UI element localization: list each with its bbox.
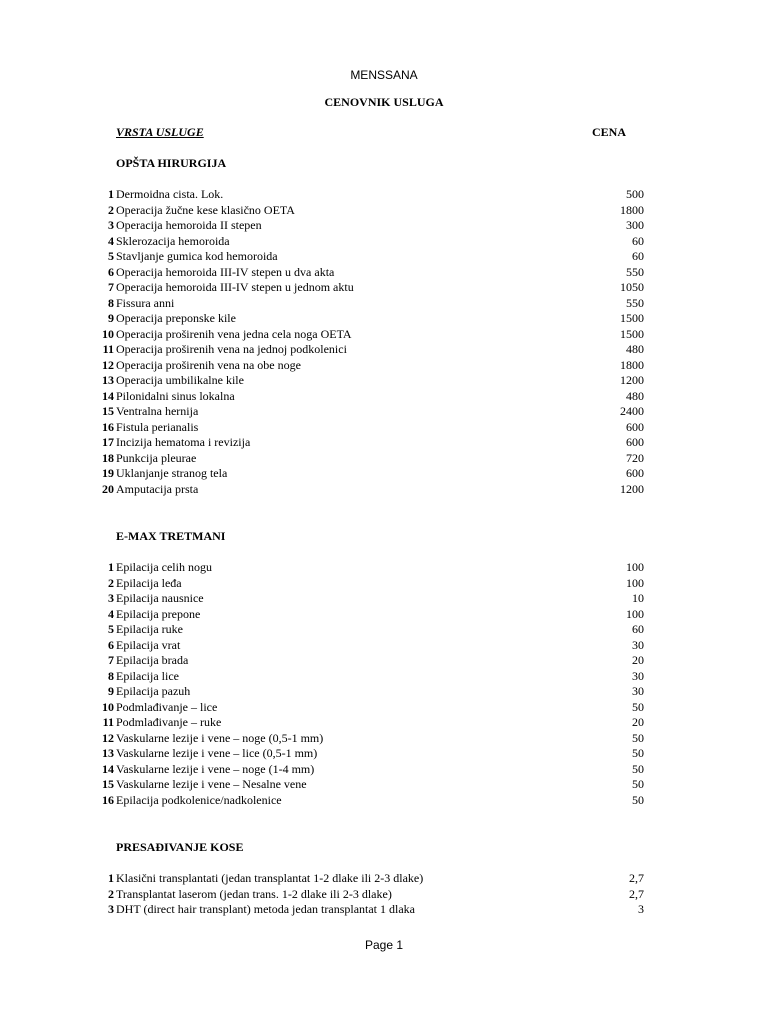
service-price: 50 — [632, 699, 644, 714]
row-number: 8 — [108, 668, 114, 683]
row-number: 12 — [102, 357, 114, 372]
service-price: 1800 — [620, 202, 644, 217]
service-price: 50 — [632, 761, 644, 776]
table-row — [0, 700, 768, 716]
service-description: DHT (direct hair transplant) metoda jedan transplantat 1 dlaka — [116, 902, 416, 916]
service-description: Amputacija prsta — [116, 481, 199, 496]
row-number: 8 — [108, 295, 114, 310]
row-number: 7 — [108, 280, 114, 294]
table-row — [0, 389, 768, 405]
table-row — [0, 296, 768, 312]
table-row — [0, 902, 768, 918]
section-title: OPŠTA HIRURGIJA — [116, 156, 227, 170]
table-row — [0, 591, 768, 607]
row-number: 16 — [102, 419, 114, 434]
service-price: 100 — [626, 560, 644, 574]
table-row — [0, 887, 768, 903]
row-number: 13 — [102, 746, 114, 760]
service-price: 60 — [632, 233, 644, 248]
table-row — [0, 669, 768, 685]
service-description: Operacija proširenih vena na jednoj podkolenici — [116, 342, 347, 356]
service-description: Epilacija podkolenice/nadkolenice — [116, 792, 282, 807]
row-number: 10 — [102, 699, 114, 714]
service-description: Incizija hematoma i revizija — [116, 435, 251, 449]
table-row — [0, 420, 768, 436]
table-row — [0, 280, 768, 296]
service-description: Vaskularne lezije i vene – lice (0,5-1 mm) — [116, 746, 318, 760]
service-price: 50 — [632, 730, 644, 745]
row-number: 6 — [108, 637, 114, 652]
page-title: CENOVNIK USLUGA — [324, 95, 444, 109]
table-row — [0, 451, 768, 467]
row-number: 17 — [102, 435, 114, 449]
service-description: Klasični transplantati (jedan transplantat 1-2 dlake ili 2-3 dlake) — [116, 871, 424, 885]
table-row — [0, 871, 768, 887]
table-row — [0, 342, 768, 358]
row-number: 2 — [108, 886, 114, 901]
row-number: 20 — [102, 481, 114, 496]
row-number: 11 — [102, 715, 114, 729]
service-description: Epilacija lice — [116, 668, 179, 683]
row-number: 14 — [102, 388, 114, 403]
service-description: Transplantat laserom (jedan trans. 1-2 dlake ili 2-3 dlake) — [116, 886, 392, 901]
service-description: Pilonidalni sinus lokalna — [116, 388, 235, 403]
service-price: 550 — [626, 295, 644, 310]
price-list — [0, 871, 768, 918]
service-price: 100 — [626, 575, 644, 590]
service-price: 600 — [626, 466, 644, 480]
service-description: Operacija hemoroida III-IV stepen u jednom aktu — [116, 280, 354, 294]
price-list — [0, 560, 768, 808]
table-row — [0, 327, 768, 343]
table-row — [0, 358, 768, 374]
service-price: 20 — [632, 715, 644, 729]
row-number: 7 — [108, 653, 114, 667]
row-number: 16 — [102, 792, 114, 807]
service-price: 50 — [632, 792, 644, 807]
service-price: 3 — [638, 902, 644, 916]
table-row — [0, 218, 768, 234]
service-description: Epilacija nausnice — [116, 591, 204, 605]
service-description: Vaskularne lezije i vene – Nesalne vene — [116, 777, 307, 791]
table-row — [0, 653, 768, 669]
row-number: 6 — [108, 264, 114, 279]
service-price: 480 — [626, 388, 644, 403]
service-price: 1200 — [620, 373, 644, 387]
row-number: 5 — [108, 622, 114, 636]
row-number: 15 — [102, 777, 114, 791]
document-header: MENSSANA — [350, 68, 418, 82]
section-title: PRESAĐIVANJE KOSE — [116, 840, 244, 854]
table-row — [0, 715, 768, 731]
table-row — [0, 203, 768, 219]
section-title: E-MAX TRETMANI — [116, 529, 226, 543]
row-number: 10 — [102, 326, 114, 341]
row-number: 3 — [108, 591, 114, 605]
service-price: 1200 — [620, 481, 644, 496]
service-description: Uklanjanje stranog tela — [116, 466, 228, 480]
table-row — [0, 622, 768, 638]
service-description: Operacija umbilikalne kile — [116, 373, 244, 387]
table-row — [0, 777, 768, 793]
service-description: Epilacija vrat — [116, 637, 181, 652]
service-description: Ventralna hernija — [116, 404, 199, 418]
service-price: 2,7 — [629, 871, 644, 885]
service-description: Fistula perianalis — [116, 419, 199, 434]
table-row — [0, 435, 768, 451]
row-number: 2 — [108, 575, 114, 590]
row-number: 5 — [108, 249, 114, 263]
service-price: 1050 — [620, 280, 644, 294]
service-description: Operacija preponske kile — [116, 311, 236, 325]
service-description: Podmlađivanje – lice — [116, 699, 218, 714]
table-row — [0, 607, 768, 623]
service-price: 1500 — [620, 326, 644, 341]
service-price: 720 — [626, 450, 644, 465]
service-description: Podmlađivanje – ruke — [116, 715, 222, 729]
table-row — [0, 560, 768, 576]
service-description: Epilacija celih nogu — [116, 560, 212, 574]
service-description: Operacija žučne kese klasično OETA — [116, 202, 295, 217]
table-row — [0, 373, 768, 389]
service-price: 480 — [626, 342, 644, 356]
service-price: 2400 — [620, 404, 644, 418]
row-number: 13 — [102, 373, 114, 387]
service-description: Vaskularne lezije i vene – noge (1-4 mm) — [116, 761, 315, 776]
service-description: Operacija proširenih vena na obe noge — [116, 357, 301, 372]
row-number: 12 — [102, 730, 114, 745]
row-number: 3 — [108, 218, 114, 232]
table-row — [0, 311, 768, 327]
service-description: Operacija hemoroida II stepen — [116, 218, 262, 232]
row-number: 1 — [108, 187, 114, 201]
service-price: 2,7 — [629, 886, 644, 901]
row-number: 9 — [108, 311, 114, 325]
table-row — [0, 234, 768, 250]
service-price: 10 — [632, 591, 644, 605]
row-number: 19 — [102, 466, 114, 480]
service-price: 50 — [632, 777, 644, 791]
table-row — [0, 466, 768, 482]
service-price: 1500 — [620, 311, 644, 325]
service-description: Stavljanje gumica kod hemoroida — [116, 249, 278, 263]
table-row — [0, 684, 768, 700]
row-number: 11 — [102, 342, 114, 356]
service-price: 60 — [632, 622, 644, 636]
service-description: Epilacija prepone — [116, 606, 201, 621]
row-number: 18 — [102, 450, 114, 465]
service-description: Operacija hemoroida III-IV stepen u dva akta — [116, 264, 335, 279]
column-header-service: VRSTA USLUGE — [116, 125, 204, 139]
service-price: 600 — [626, 419, 644, 434]
service-price: 20 — [632, 653, 644, 667]
table-row — [0, 249, 768, 265]
row-number: 1 — [108, 871, 114, 885]
table-row — [0, 638, 768, 654]
service-price: 30 — [632, 684, 644, 698]
service-price: 30 — [632, 637, 644, 652]
service-price: 30 — [632, 668, 644, 683]
service-description: Operacija proširenih vena jedna cela noga OETA — [116, 326, 352, 341]
row-number: 2 — [108, 202, 114, 217]
service-description: Fissura anni — [116, 295, 175, 310]
service-description: Punkcija pleurae — [116, 450, 197, 465]
price-list — [0, 187, 768, 497]
row-number: 4 — [108, 606, 114, 621]
row-number: 15 — [102, 404, 114, 418]
table-row — [0, 265, 768, 281]
table-row — [0, 762, 768, 778]
column-header-price: CENA — [592, 125, 627, 139]
service-description: Epilacija pazuh — [116, 684, 191, 698]
service-description: Vaskularne lezije i vene – noge (0,5-1 mm) — [116, 730, 324, 745]
service-description: Epilacija brada — [116, 653, 189, 667]
row-number: 4 — [108, 233, 114, 248]
service-price: 50 — [632, 746, 644, 760]
service-price: 600 — [626, 435, 644, 449]
service-price: 60 — [632, 249, 644, 263]
table-row — [0, 404, 768, 420]
table-row — [0, 576, 768, 592]
row-number: 1 — [108, 560, 114, 574]
table-row — [0, 482, 768, 498]
page-number: Page 1 — [364, 938, 404, 952]
row-number: 3 — [108, 902, 114, 916]
row-number: 14 — [102, 761, 114, 776]
service-price: 550 — [626, 264, 644, 279]
service-price: 300 — [626, 218, 644, 232]
table-row — [0, 187, 768, 203]
table-row — [0, 746, 768, 762]
service-price: 100 — [626, 606, 644, 621]
service-description: Sklerozacija hemoroida — [116, 233, 230, 248]
service-price: 500 — [626, 187, 644, 201]
service-description: Dermoidna cista. Lok. — [116, 187, 224, 201]
table-row — [0, 793, 768, 809]
service-description: Epilacija leđa — [116, 575, 182, 590]
table-row — [0, 731, 768, 747]
service-description: Epilacija ruke — [116, 622, 183, 636]
row-number: 9 — [108, 684, 114, 698]
service-price: 1800 — [620, 357, 644, 372]
